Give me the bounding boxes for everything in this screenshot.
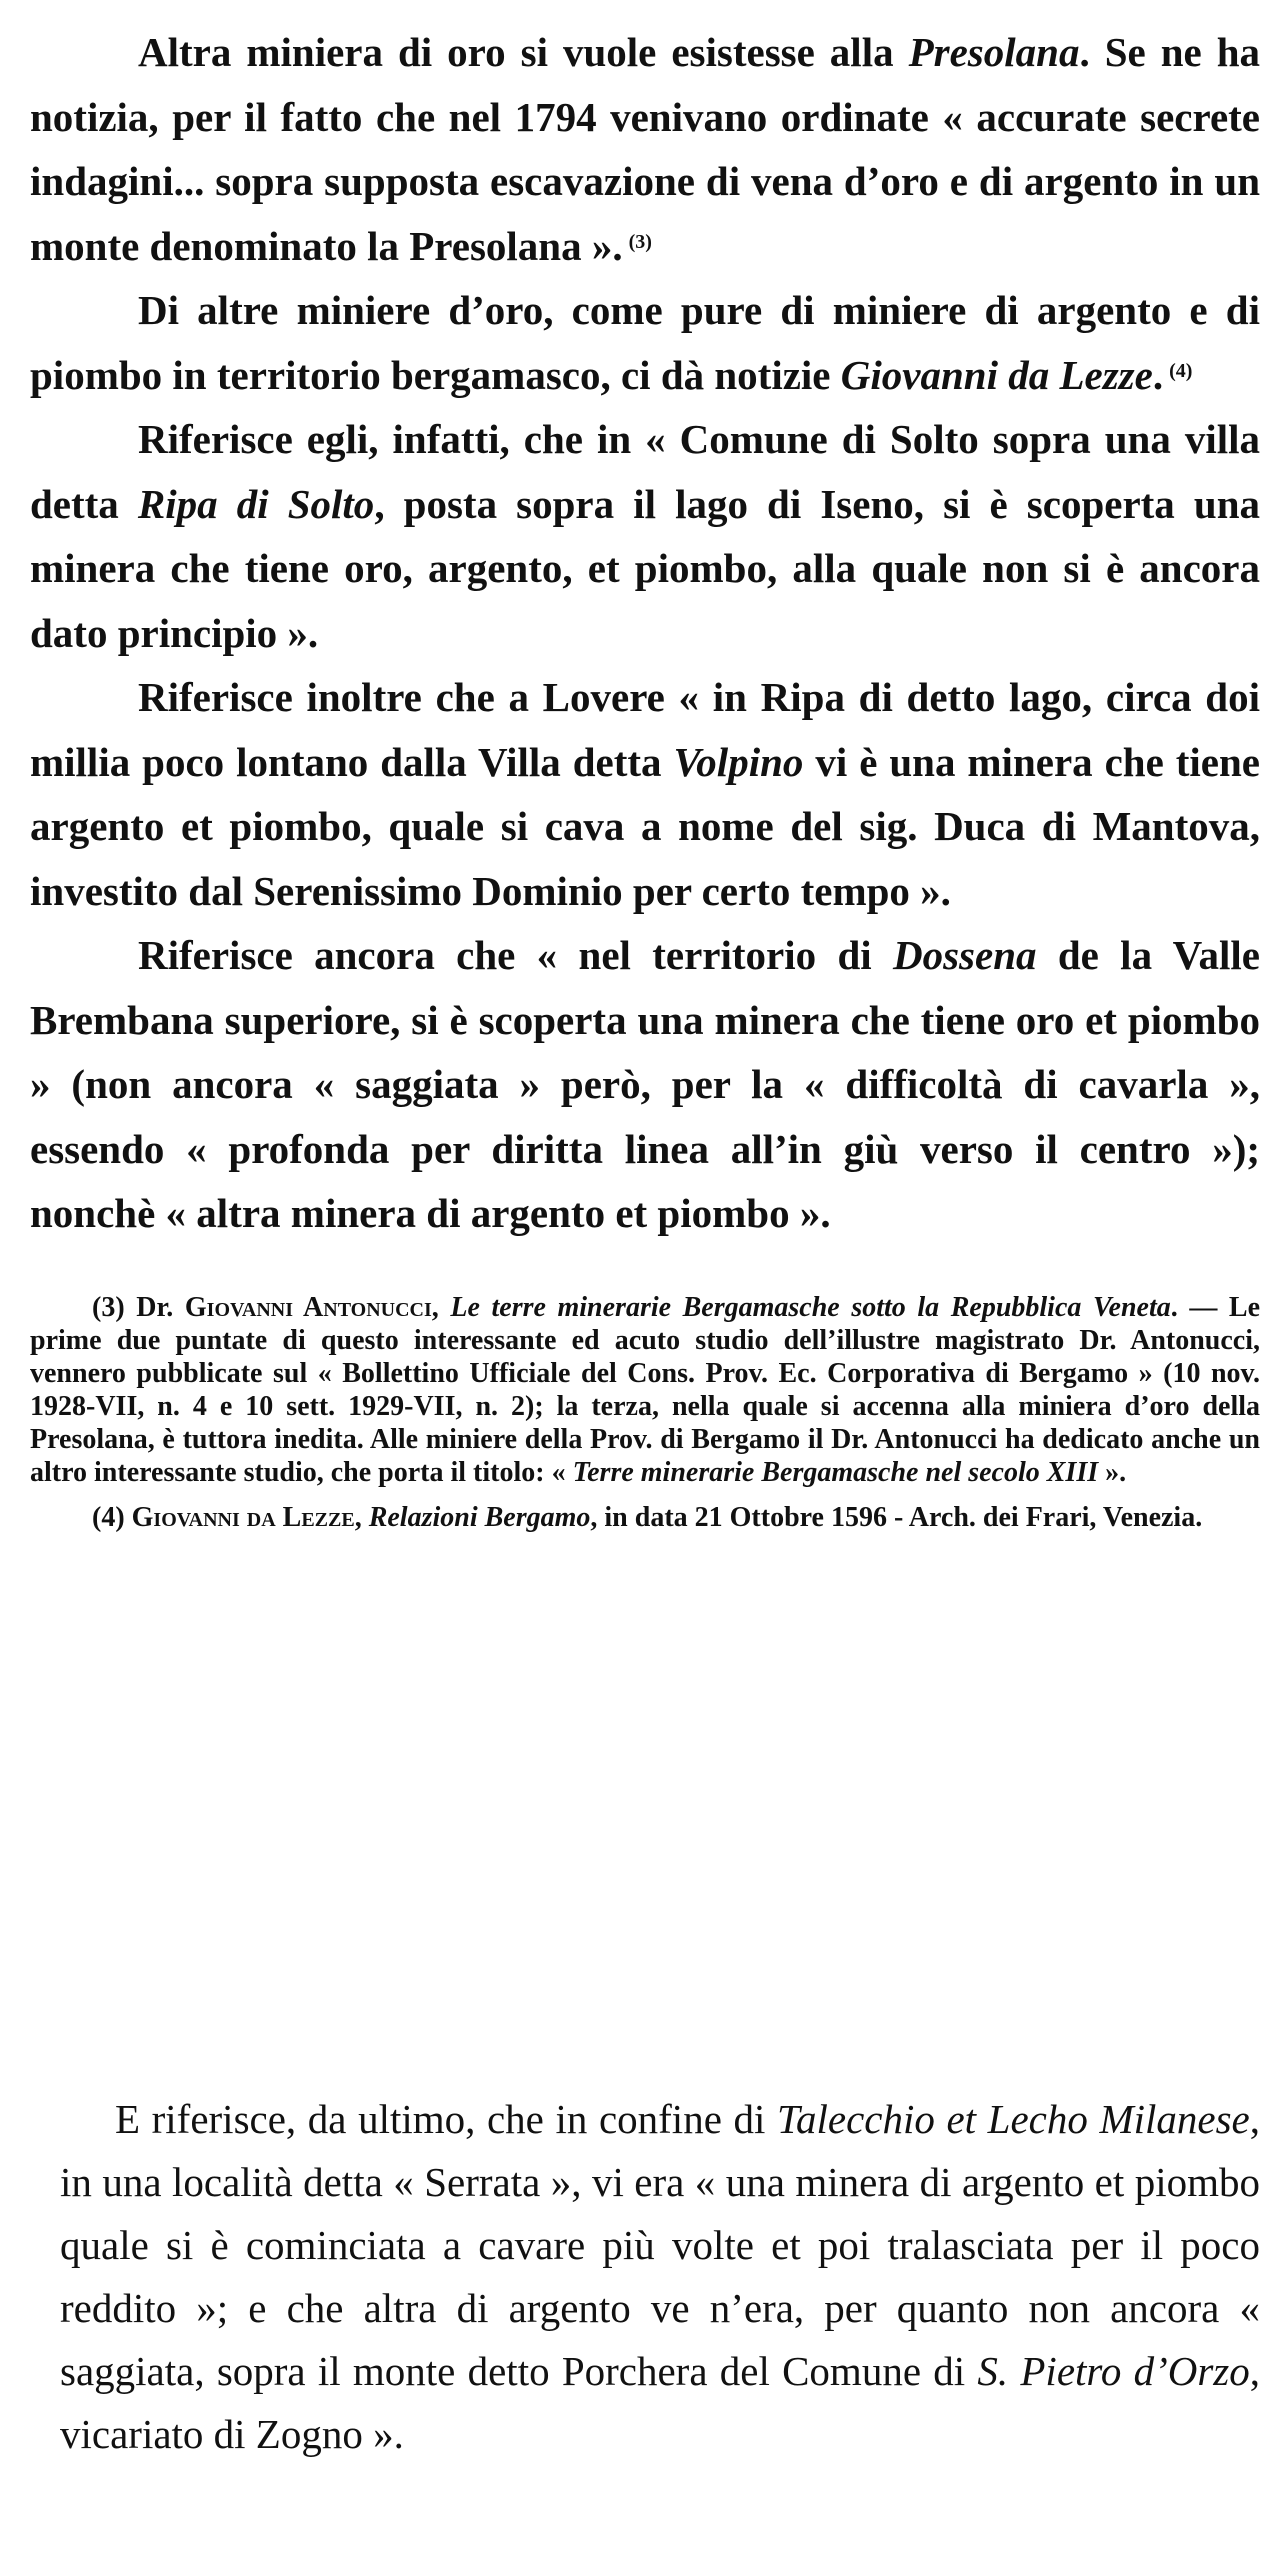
- paragraph: [30, 923, 1260, 1246]
- author-name: Giovanni Antonucci: [184, 1291, 432, 1323]
- text-run: de la Valle Brembana superiore, si è scoperta una minera che tiene oro et piombo » (non ancora « saggiata » però, per la « difficoltà di cavarla », essendo « profonda per diritta linea all’in giù verso il centro »); nonchè « altra minera di argento et piombo ».: [30, 932, 1260, 1236]
- footnotes: [30, 1291, 1260, 1534]
- paragraph: [60, 2088, 1260, 2466]
- text-run: ».: [1098, 1456, 1127, 1488]
- text-run: , in una località detta « Serrata », vi era « una minera di argento et piombo quale si è cominciata a cavare più volte et poi tralasciata per il poco reddito »; e che altra di argento ve n’era, per quanto non ancora « saggiata, sopra il monte detto Porchera del Comune di: [60, 2096, 1260, 2394]
- italic-text: Talecchio et Lecho Milanese: [776, 2096, 1250, 2142]
- text-run: , in data 21 Ottobre 1596 - Arch. dei Frari, Venezia.: [590, 1501, 1203, 1533]
- paragraph: [30, 20, 1260, 278]
- italic-text: Dossena: [892, 932, 1037, 978]
- text-run: . — Le prime due puntate di questo interessante ed acuto studio dell’illustre magistrato Dr. Antonucci, vennero pubblicate sul « Bollettino Ufficiale del Cons. Prov. Ec. Corporativa di Bergamo » (10 nov. 1928-VII, n. 4 e 10 sett. 1929-VII, n. 2); la terza, nella quale si accenna alla miniera d’oro della Presolana, è tuttora inedita. Alle miniere della Prov. di Bergamo il Dr. Antonucci ha dedicato anche un altro interessante studio, che porta il titolo: «: [30, 1291, 1261, 1488]
- italic-text: Relazioni Bergamo: [368, 1501, 591, 1533]
- text-run: , vicariato di Zogno ».: [60, 2348, 1260, 2457]
- italic-text: Ripa di Solto: [137, 480, 375, 527]
- text-run: .: [1152, 351, 1164, 398]
- italic-text: Volpino: [673, 738, 804, 785]
- text-run: . Se ne ha notizia, per il fatto che nel 1794 venivano ordinate « accurate secrete indagini... sopra supposta escavazione di vena d’oro e di argento in un monte denominato la Presolana ».: [30, 29, 1260, 269]
- author-name: Giovanni da Lezze: [131, 1501, 355, 1533]
- footnote-ref: (4): [1169, 359, 1193, 382]
- paragraph: [30, 407, 1260, 665]
- italic-text: Terre minerarie Bergamasche nel secolo XIII: [572, 1456, 1099, 1488]
- text-run: Altra miniera di oro si vuole esistesse alla: [138, 29, 909, 75]
- text-run: Riferisce ancora che « nel territorio di: [138, 932, 893, 978]
- paragraph: [30, 665, 1260, 923]
- text-run: (4): [92, 1501, 132, 1533]
- text-run: vi è una minera che tiene argento et piombo, quale si cava a nome del sig. Duca di Mantova, investito dal Serenissimo Dominio per certo tempo ».: [30, 738, 1260, 914]
- text-run: E riferisce, da ultimo, che in confine di: [115, 2096, 777, 2142]
- text-run: ,: [431, 1291, 451, 1323]
- footnote: [30, 1291, 1260, 1489]
- text-run: Riferisce egli, infatti, che in « Comune di Solto sopra una villa detta: [30, 416, 1260, 527]
- paragraph: [30, 278, 1260, 407]
- italic-text: Giovanni da Lezze: [840, 351, 1153, 398]
- italic-text: S. Pietro d’Orzo: [977, 2348, 1250, 2394]
- text-run: (3) Dr.: [92, 1291, 185, 1323]
- text-run: ,: [354, 1501, 369, 1533]
- italic-text: Presolana: [908, 29, 1080, 75]
- text-run: Riferisce inoltre che a Lovere « in Ripa di detto lago, circa doi millia poco lontano dalla Villa detta: [30, 674, 1260, 785]
- bottom-text-block: [60, 2088, 1260, 2466]
- top-text-block: [30, 20, 1260, 1534]
- main-text: [30, 20, 1260, 1246]
- footnote-ref: (3): [628, 230, 652, 253]
- text-run: , posta sopra il lago di Iseno, si è scoperta una minera che tiene oro, argento, et piombo, alla quale non si è ancora dato principio ».: [30, 480, 1260, 656]
- text-run: Di altre miniere d’oro, come pure di miniere di argento e di piombo in territorio bergamasco, ci dà notizie: [30, 287, 1260, 398]
- italic-text: Le terre minerarie Bergamasche sotto la Repubblica Veneta: [450, 1291, 1171, 1323]
- footnote: [30, 1501, 1260, 1534]
